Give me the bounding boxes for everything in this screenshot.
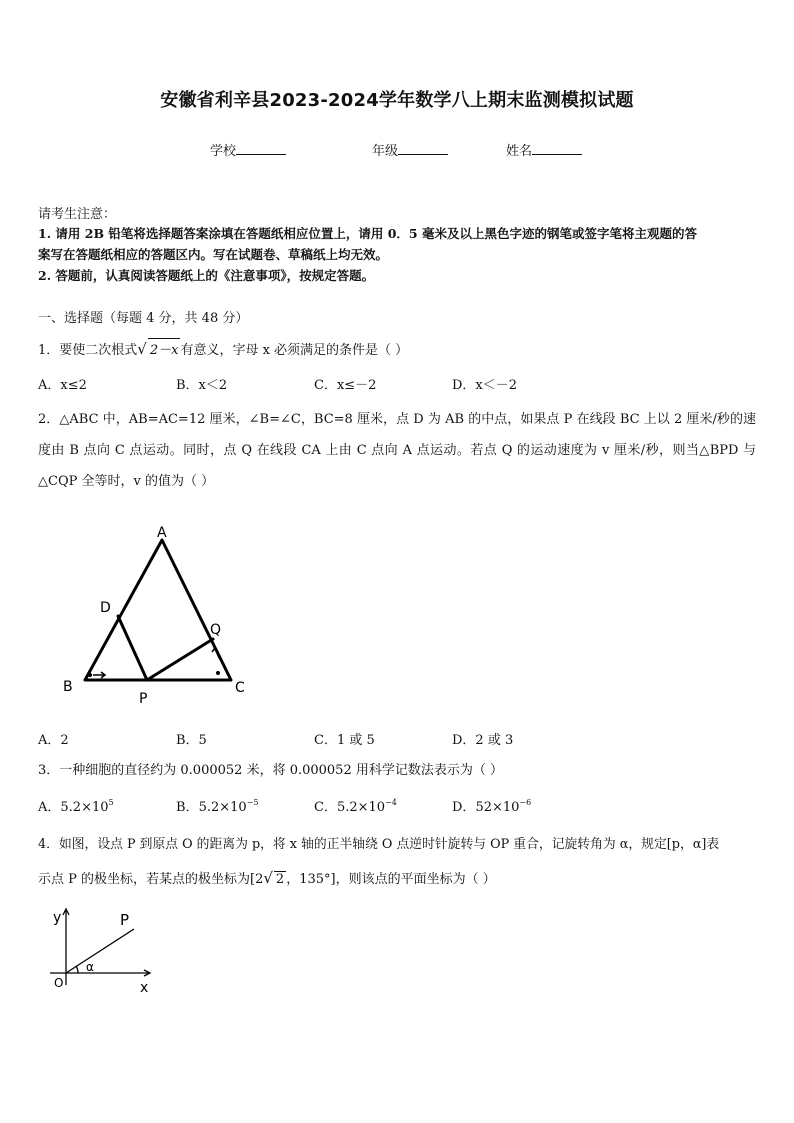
label-p: P (139, 691, 148, 707)
q3-option-b-exp: −5 (246, 798, 259, 807)
name-label: 姓名 (506, 144, 533, 159)
q3-option-b-base: 5.2×10 (198, 800, 247, 815)
grade-blank (398, 142, 448, 155)
q3-option-a (38, 796, 114, 815)
question-4-line-2 (38, 868, 496, 887)
q3-option-c (314, 796, 397, 815)
q1-option-b: B．x＜2 (176, 378, 228, 393)
q3-option-c-base: 5.2×10 (336, 800, 386, 815)
q2-option-b: B．5 (176, 733, 207, 748)
label-alpha: α (86, 960, 94, 974)
q1-stem-a: 1．要使二次根式 (38, 343, 138, 358)
polar-figure (48, 905, 168, 1000)
arrow-b-to-c (93, 672, 105, 678)
q3-option-a-base: 5.2×10 (60, 800, 109, 815)
q1-option-c: C．x≤－2 (314, 378, 377, 393)
label-d: D (100, 600, 111, 616)
q3-option-b (176, 796, 258, 815)
q3-option-a-label: A． (38, 800, 61, 815)
question-4-line-1: 4．如图，设点 P 到原点 O 的距离为 p，将 x 轴的正半轴绕 O 点逆时针旋转与 OP 重合，记旋转角为 α，规定[p，α]表 (38, 837, 720, 852)
q2-option-d: D．2 或 3 (452, 733, 514, 748)
q2-option-a: A．2 (38, 733, 69, 748)
q2-option-c: C．1 或 5 (314, 733, 375, 748)
segment-pq (147, 639, 213, 680)
label-x: x (140, 980, 149, 996)
sqrt-symbol-q4: √ (263, 869, 273, 887)
triangle-figure (55, 518, 265, 713)
q4-sqrt-radicand: 2 (275, 872, 285, 887)
label-p-polar: P (120, 911, 130, 929)
q3-option-b-label: B． (176, 800, 199, 815)
q4-line2-b: ，135°]，则该点的平面坐标为（ ） (286, 872, 496, 887)
notice-item-1a: 1. 请用 2B 铅笔将选择题答案涂填在答题纸相应位置上，请用 0．5 毫米及以上黑色字迹的钢笔或签字笔将主观题的答 (38, 226, 697, 241)
segment-dp (118, 616, 147, 680)
q1-stem-b: 有意义，字母 x 必须满足的条件是（ ） (180, 343, 409, 358)
q1-option-a: A．x≤2 (38, 378, 87, 393)
q1-option-d: D．x＜－2 (452, 378, 518, 393)
notice-heading: 请考生注意： (38, 207, 117, 222)
grade-field (372, 140, 448, 159)
label-o: O (54, 976, 64, 990)
q3-option-c-label: C． (314, 800, 337, 815)
page-title: 安徽省利辛县2023-2024学年数学八上期末监测模拟试题 (160, 90, 634, 111)
label-a: A (157, 525, 167, 541)
q3-option-d-base: 52×10 (475, 800, 520, 815)
q1-radicand: 2－x (148, 338, 181, 358)
question-3-stem: 3．一种细胞的直径约为 0.000052 米，将 0.000052 用科学记数法表示为（ ） (38, 763, 503, 778)
q3-option-d (452, 796, 531, 815)
q3-option-d-exp: −6 (519, 798, 532, 807)
question-1-stem (38, 338, 408, 358)
q3-option-d-label: D． (452, 800, 476, 815)
school-label: 学校 (210, 144, 237, 159)
school-blank (236, 142, 286, 155)
label-q: Q (210, 622, 222, 638)
notice-item-2: 2. 答题前，认真阅读答题纸上的《注意事项》，按规定答题。 (38, 268, 375, 283)
label-c: C (235, 680, 245, 696)
angle-arc (76, 966, 78, 973)
notice-item-1b: 案写在答题纸相应的答题区内。写在试题卷、草稿纸上均无效。 (38, 247, 389, 262)
point-dot-b (88, 673, 92, 677)
sqrt-symbol: √ (137, 340, 147, 358)
point-dot-c (216, 671, 220, 675)
grade-label: 年级 (372, 144, 399, 159)
q3-option-c-exp: −4 (385, 798, 397, 807)
question-2-stem: 2．△ABC 中，AB=AC=12 厘米，∠B=∠C，BC=8 厘米，点 D 为 AB 的中点，如果点 P 在线段 BC 上以 2 厘米/秒的速度由 B 点向 C 点运动。同时，点 Q 在线段 CA 上由 C 点向 A 点运动。若点 Q 的运动速度为 v 厘米/秒，则当△BPD 与△CQP 全等时，v 的值为（ ） (38, 412, 756, 489)
label-b: B (63, 679, 73, 695)
school-field (210, 140, 286, 159)
name-blank (532, 142, 582, 155)
q3-option-a-exp: 5 (108, 798, 114, 807)
q4-line2-a: 示点 P 的极坐标，若某点的极坐标为[2 (38, 872, 264, 887)
name-field (506, 140, 582, 159)
section-1-heading: 一、选择题（每题 4 分，共 48 分） (38, 311, 249, 326)
label-y: y (53, 910, 62, 926)
